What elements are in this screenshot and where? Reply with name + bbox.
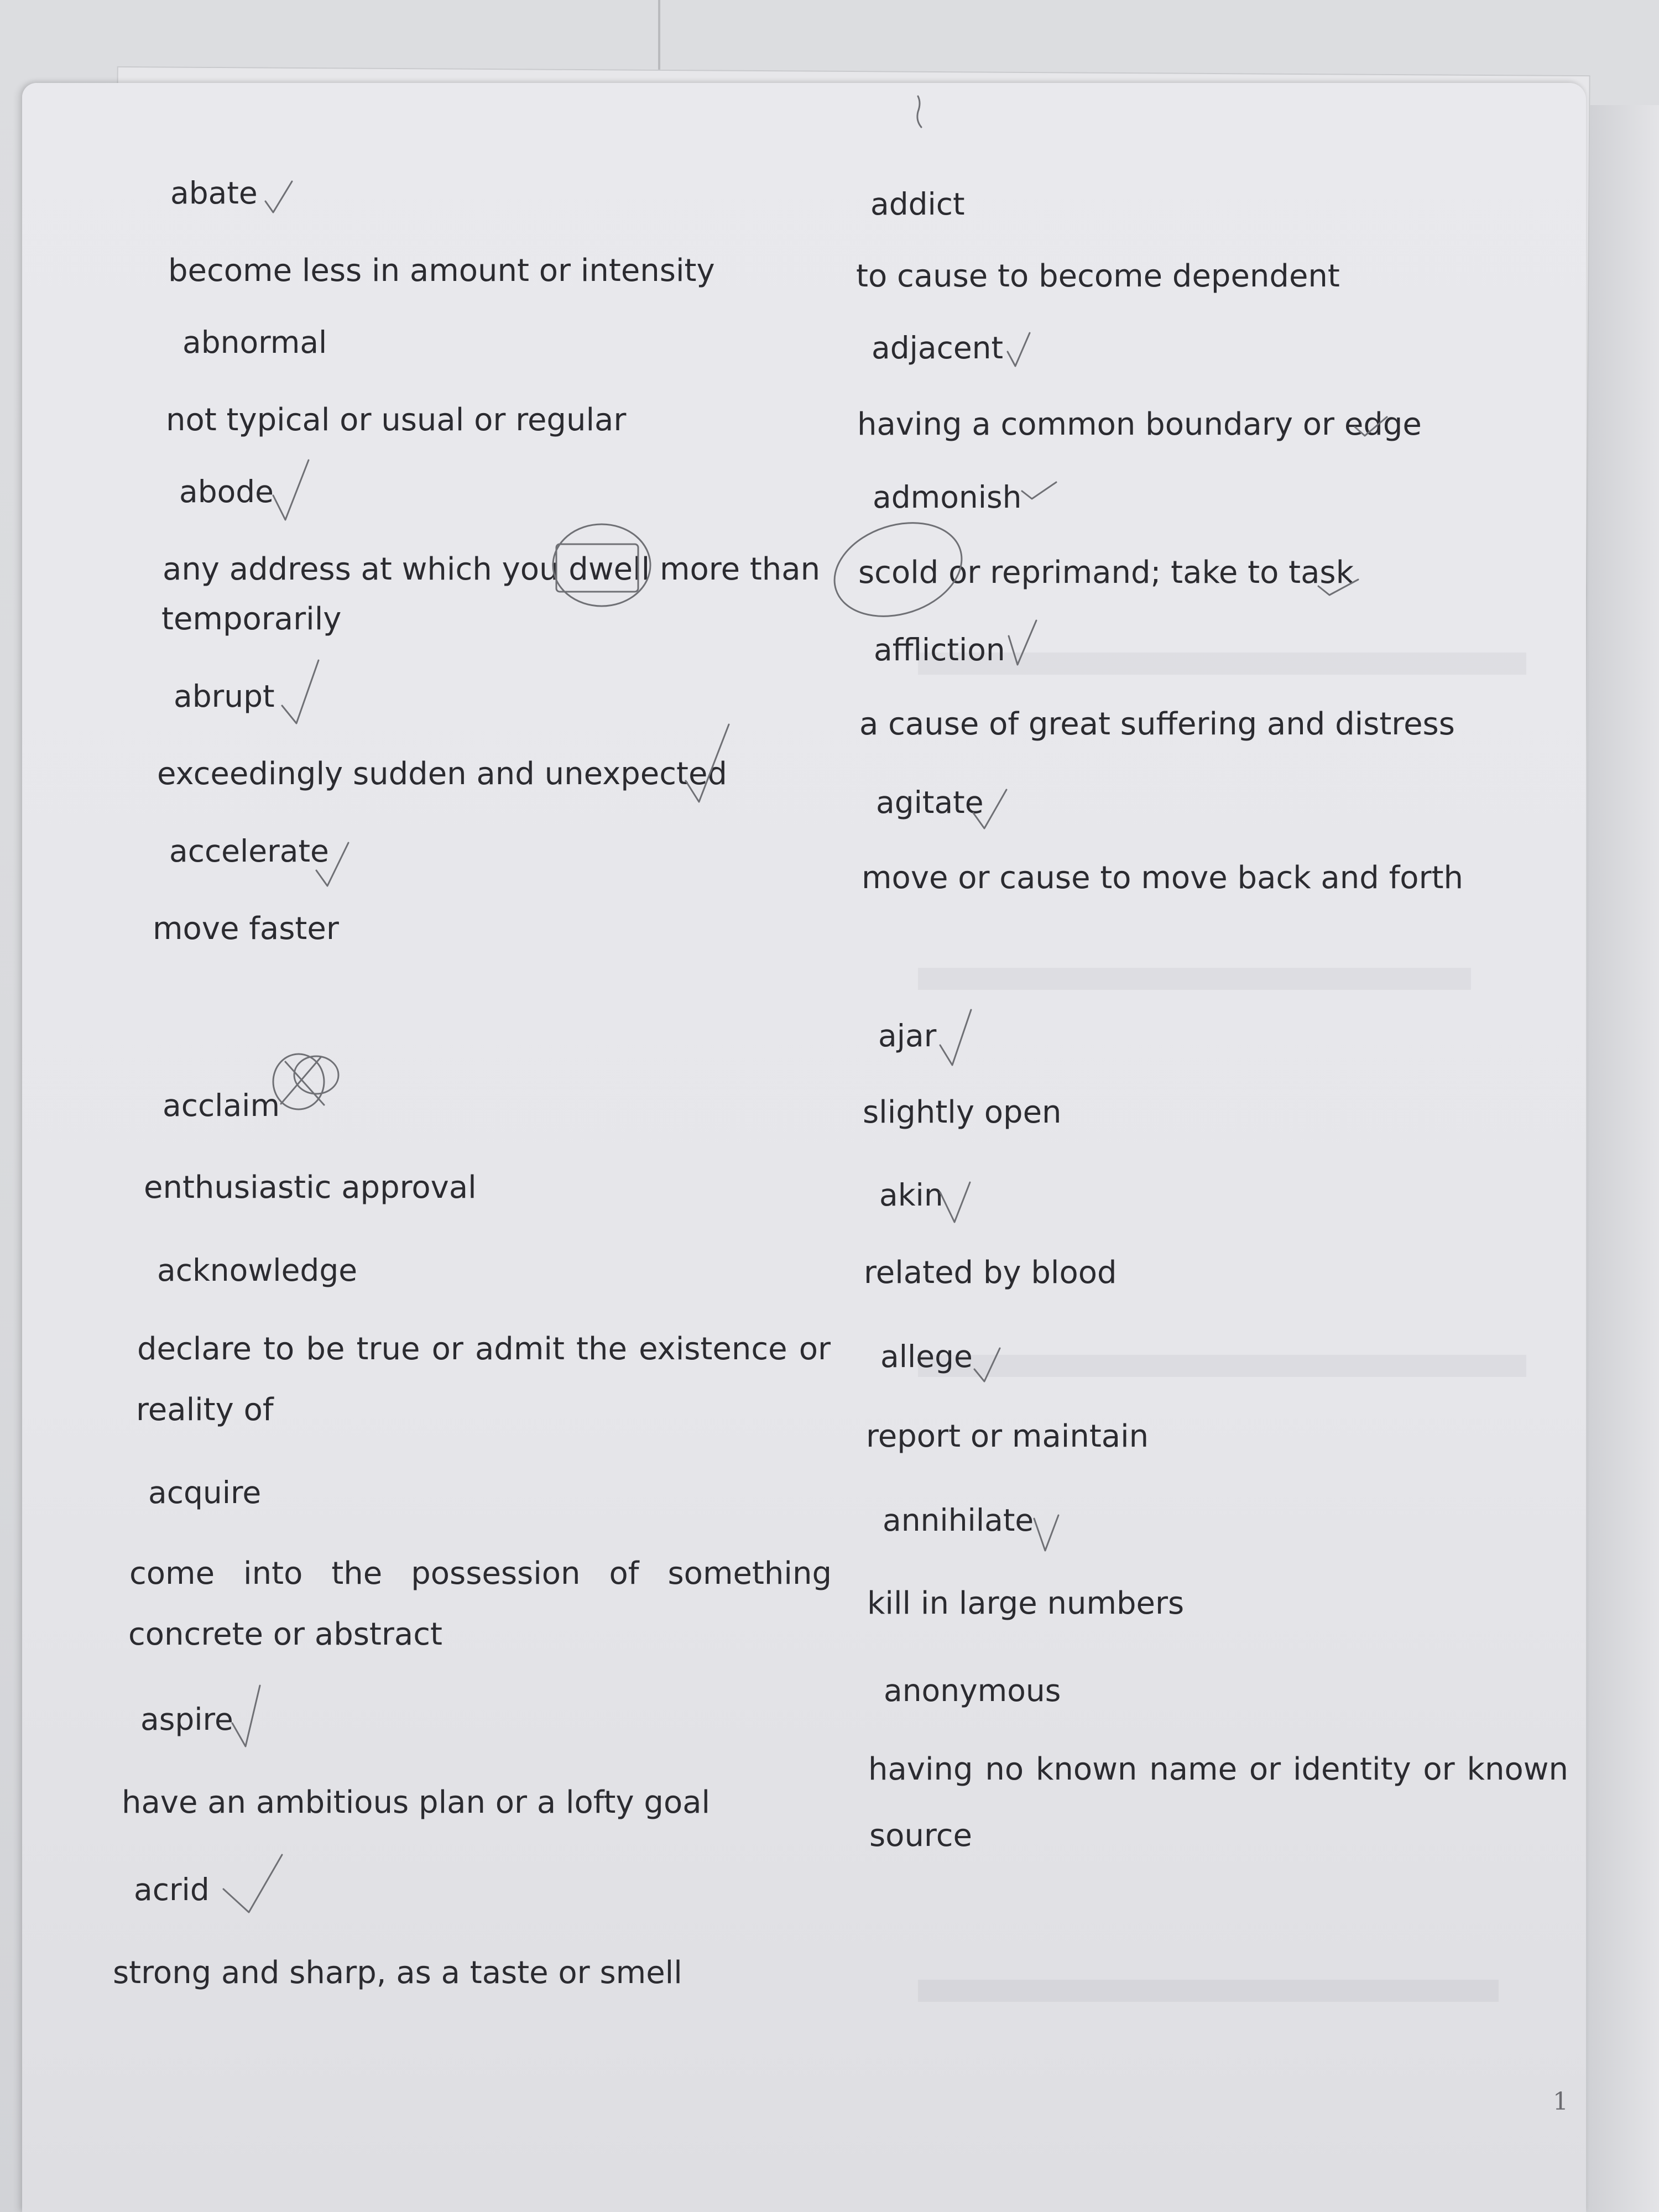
- check-mark-icon: [223, 1855, 282, 1912]
- scold-circle-annotation: [822, 507, 974, 632]
- definition-abode-part: any address at which you: [163, 551, 569, 587]
- check-mark-icon: [1022, 482, 1056, 499]
- term-abate: abate: [170, 175, 258, 211]
- term-accelerate: accelerate: [169, 833, 329, 869]
- term-acquire: acquire: [148, 1475, 262, 1510]
- check-mark-icon: [1355, 417, 1387, 436]
- definition-acclaim: enthusiastic approval: [144, 1170, 477, 1206]
- term-affliction: affliction: [874, 632, 1005, 667]
- term-akin: akin: [879, 1177, 943, 1213]
- definition-agitate: move or cause to move back and forth: [862, 860, 1464, 896]
- term-acknowledge: acknowledge: [157, 1253, 358, 1288]
- term-abode: abode: [179, 474, 274, 509]
- check-mark-icon: [282, 660, 319, 723]
- definition-acknowledge-line1: declare to be true or admit the existence or: [137, 1331, 831, 1367]
- check-mark-icon: [1034, 1515, 1058, 1551]
- term-acclaim: acclaim: [163, 1088, 280, 1123]
- definition-aspire: have an ambitious plan or a lofty goal: [122, 1785, 711, 1820]
- page-number: 1: [1553, 2088, 1568, 2116]
- definition-abode-dwell: dwell: [568, 551, 650, 587]
- check-mark-icon: [265, 181, 292, 212]
- dwell-box-annotation: [556, 544, 638, 592]
- check-mark-icon: [686, 724, 729, 802]
- definition-adjacent: having a common boundary or edge: [857, 406, 1422, 442]
- check-mark-icon: [940, 1010, 971, 1065]
- term-anonymous: anonymous: [884, 1673, 1061, 1708]
- check-mark-icon: [917, 96, 921, 127]
- term-addict: addict: [870, 186, 965, 222]
- term-annihilate: annihilate: [883, 1503, 1034, 1538]
- definition-abate: become less in amount or intensity: [168, 253, 715, 289]
- definition-acquire-line2: concrete or abstract: [128, 1616, 442, 1652]
- definition-accelerate: move faster: [153, 911, 339, 947]
- check-mark-icon: [973, 790, 1006, 828]
- check-mark-icon: [273, 460, 309, 520]
- term-ajar: ajar: [878, 1018, 937, 1053]
- term-allege: allege: [880, 1339, 973, 1374]
- check-mark-icon: [1318, 580, 1358, 595]
- term-acrid: acrid: [134, 1872, 210, 1907]
- check-mark-icon: [316, 843, 348, 886]
- check-mark-icon: [1009, 620, 1036, 665]
- definition-acknowledge-line2: reality of: [136, 1392, 274, 1428]
- definition-anonymous-line1: having no known name or identity or known: [868, 1751, 1568, 1787]
- dwell-circle-annotation: [553, 524, 650, 606]
- definition-ajar: slightly open: [863, 1094, 1062, 1130]
- definition-allege: report or maintain: [866, 1418, 1149, 1454]
- check-mark-icon: [940, 1182, 970, 1222]
- handwritten-marks: [22, 83, 1586, 2212]
- term-adjacent: adjacent: [872, 330, 1004, 366]
- definition-acrid: strong and sharp, as a taste or smell: [113, 1955, 682, 1991]
- check-mark-icon: [1008, 333, 1030, 366]
- definition-abode-line2: temporarily: [161, 601, 342, 637]
- definition-annihilate: kill in large numbers: [867, 1585, 1185, 1621]
- term-abnormal: abnormal: [182, 325, 327, 360]
- term-agitate: agitate: [876, 785, 984, 820]
- check-mark-icon: [232, 1686, 260, 1746]
- term-abrupt: abrupt: [174, 679, 275, 714]
- definition-abnormal: not typical or usual or regular: [166, 402, 627, 438]
- definition-akin: related by blood: [864, 1255, 1117, 1291]
- vocabulary-page: [22, 83, 1586, 2212]
- paper-stack-edge: [1587, 105, 1659, 2212]
- check-mark-icon: [974, 1348, 1000, 1381]
- definition-abrupt: exceedingly sudden and unexpected: [157, 756, 727, 792]
- page-content: [22, 83, 1586, 2212]
- definition-affliction: a cause of great suffering and distress: [859, 706, 1455, 742]
- definition-admonish: scold or reprimand; take to task: [858, 555, 1354, 591]
- term-admonish: admonish: [873, 479, 1022, 515]
- definition-addict: to cause to become dependent: [856, 258, 1340, 294]
- definition-acquire-line1: come into the possession of something: [129, 1556, 832, 1592]
- definition-abode-part: more than: [650, 551, 821, 587]
- term-aspire: aspire: [140, 1702, 233, 1737]
- definition-anonymous-line2: source: [869, 1818, 972, 1854]
